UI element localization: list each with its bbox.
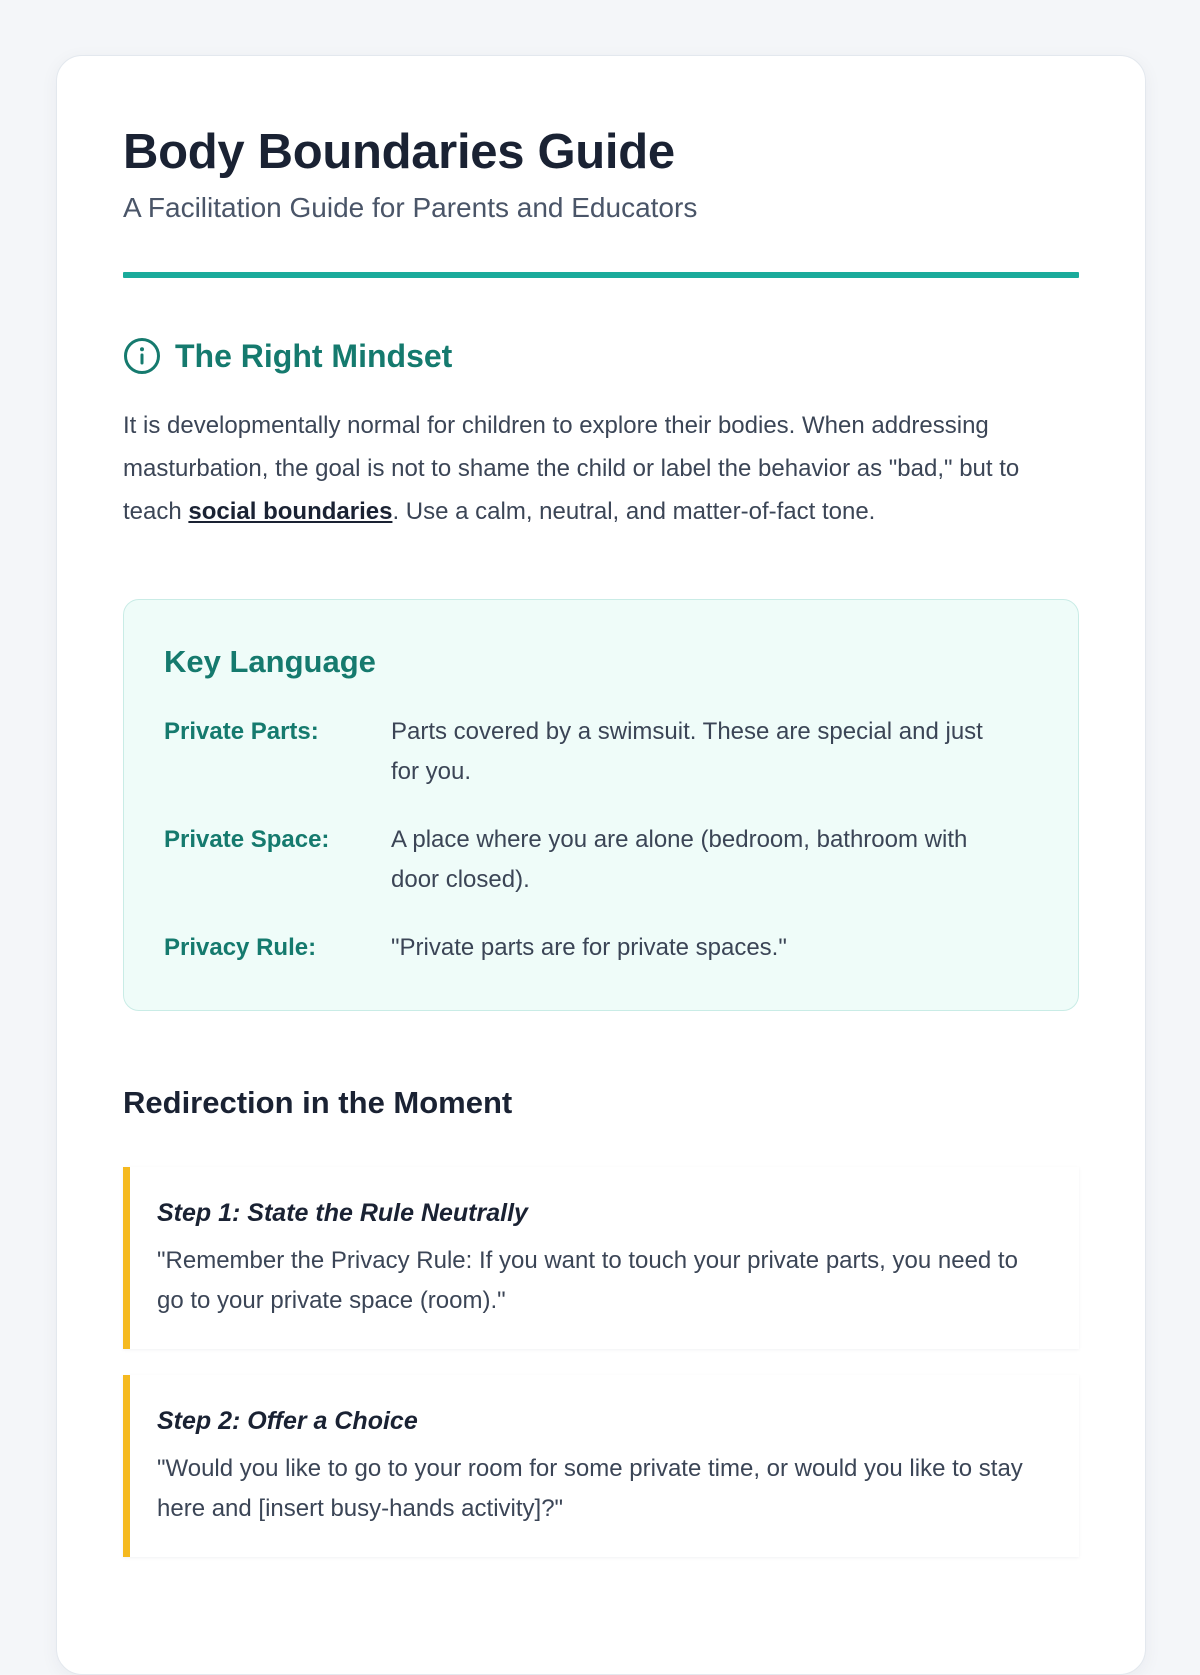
- mindset-title: The Right Mindset: [175, 338, 453, 374]
- step-card: [123, 1375, 1079, 1557]
- step-card: [123, 1167, 1079, 1349]
- key-term: Private Parts:: [164, 718, 319, 745]
- mindset-text-start: It is developmentally normal for children to explore their bodies. When addressing masturbation, the goal is not to shame the child or label the behavior as "bad," but to teach: [123, 412, 1020, 525]
- key-language-row: [164, 712, 1038, 792]
- key-term: Private Space:: [164, 826, 330, 853]
- step-text: "Remember the Privacy Rule: If you want to touch your private parts, you need to go to your private space (room).": [157, 1247, 1018, 1314]
- mindset-paragraph: [123, 404, 1023, 533]
- page-title: Body Boundaries Guide: [123, 125, 675, 179]
- header-divider: [123, 272, 1079, 278]
- key-definition: A place where you are alone (bedroom, bathroom with door closed).: [391, 826, 968, 893]
- mindset-text-end: . Use a calm, neutral, and matter-of-fact tone.: [392, 498, 876, 525]
- step-title: Step 1: State the Rule Neutrally: [157, 1199, 528, 1227]
- info-icon: [123, 337, 161, 375]
- guide-card: [56, 55, 1146, 1675]
- step-text: "Would you like to go to your room for some private time, or would you like to stay here and [insert busy-hands activity]?": [157, 1455, 1023, 1522]
- step-title: Step 2: Offer a Choice: [157, 1407, 418, 1435]
- redirection-title: Redirection in the Moment: [123, 1085, 513, 1120]
- social-boundaries-emphasis: social boundaries: [188, 498, 393, 525]
- key-definition: "Private parts are for private spaces.": [391, 934, 787, 961]
- page-subtitle: A Facilitation Guide for Parents and Educators: [123, 192, 698, 223]
- key-language-row: [164, 820, 1038, 900]
- key-definition: Parts covered by a swimsuit. These are special and just for you.: [391, 718, 983, 785]
- key-language-title: Key Language: [164, 644, 376, 679]
- mindset-heading: [123, 336, 1079, 376]
- key-term: Privacy Rule:: [164, 934, 317, 961]
- key-language-box: [123, 599, 1079, 1011]
- key-language-row: [164, 928, 1038, 968]
